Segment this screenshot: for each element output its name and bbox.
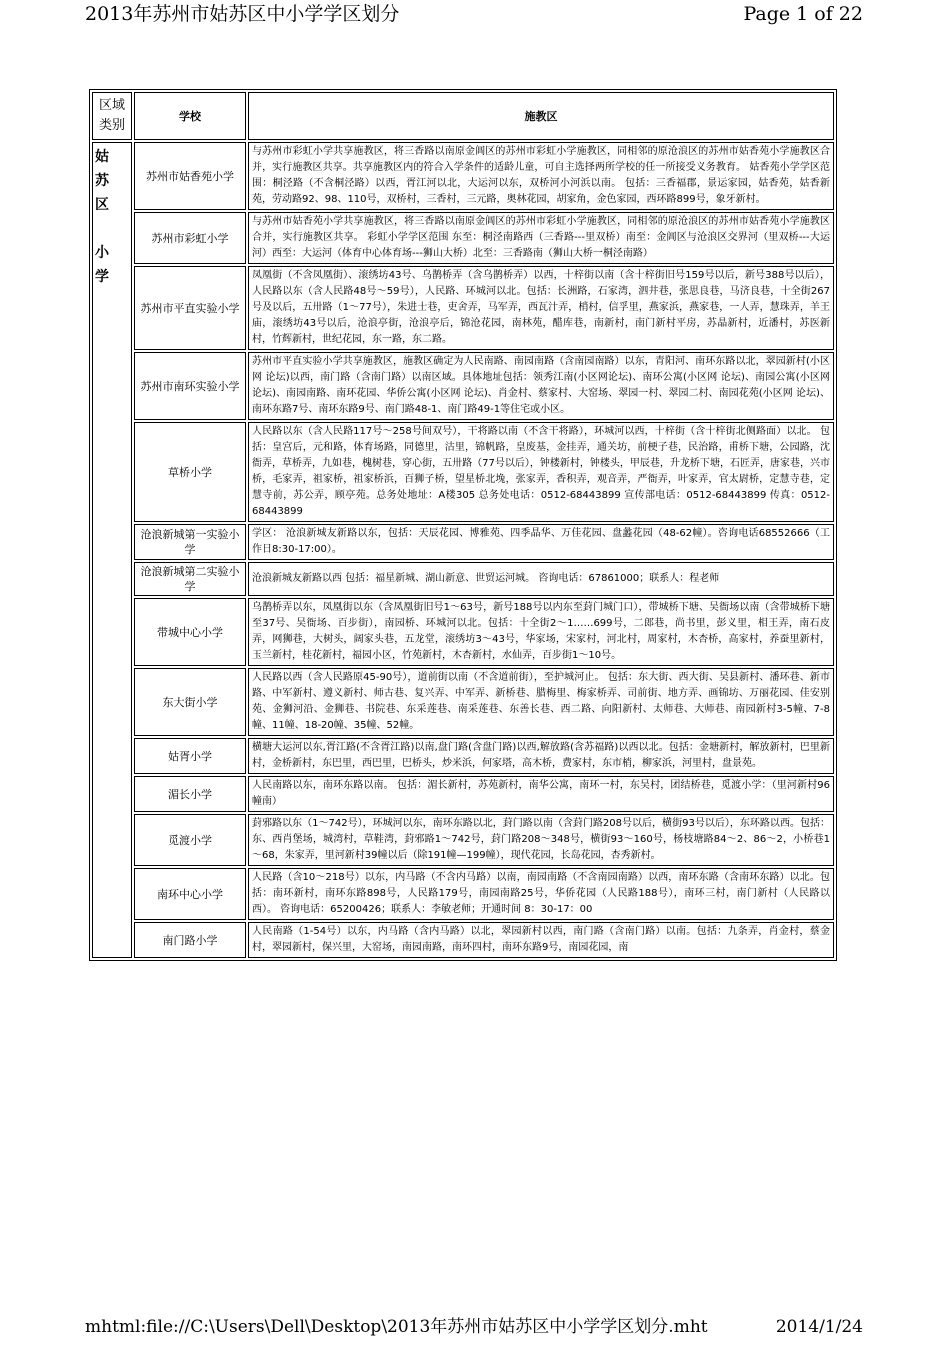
district-table-container bbox=[89, 89, 837, 1254]
header-area: 施教区 bbox=[248, 92, 834, 140]
district-area: 乌鹊桥弄以东，凤凰街以东（含凤凰街旧号1～63号，新号188号以内东至葑门城门口），带城桥下塘、吴衙场以南（含带城桥下塘至37号、吴衙场、百步街），南园桥、环城河以北。包括：十全街2～1……699号，二郎巷，尚书里，彭义里，相王弄，南石皮弄，网狮巷，大树头，阔家头巷，五龙堂，滚绣坊3～43号，华家场，宋家村，河北村，周家村，木杏桥，高家村，养蚕里新村，玉兰新村，桂花新村，福园小区，竹苑新村，木杏新村，水仙弄，百步街1～10号。 bbox=[248, 598, 834, 666]
school-name: 沧浪新城第二实验小学 bbox=[134, 562, 246, 596]
school-name: 南环中心小学 bbox=[134, 868, 246, 920]
district-area: 与苏州市姑香苑小学共享施教区，将三香路以南原金阊区的苏州市彩虹小学施教区，同相邻的原沧浪区的苏州市姑香苑小学施教区合并，实行施教区共享。 彩虹小学学区范围 东至：桐泾南路西（三香路---里双桥）南至：金阊区与沧浪区交界河（里双桥---大运河）西至：大运河（体育中心体育场---狮山大桥）北至：三香路南（狮山大桥一桐泾南路） bbox=[248, 212, 834, 264]
table-row bbox=[92, 922, 834, 958]
school-district-table bbox=[89, 89, 837, 961]
table-row bbox=[92, 266, 834, 350]
category-char: 小 bbox=[95, 245, 109, 261]
table-row bbox=[92, 668, 834, 736]
table-row bbox=[92, 776, 834, 812]
category-char bbox=[95, 217, 129, 241]
school-name: 湄长小学 bbox=[134, 776, 246, 812]
school-name: 苏州市彩虹小学 bbox=[134, 212, 246, 264]
category-char: 学 bbox=[95, 269, 109, 285]
header-category bbox=[92, 92, 132, 140]
header-school: 学校 bbox=[134, 92, 246, 140]
school-name: 草桥小学 bbox=[134, 422, 246, 522]
table-row bbox=[92, 738, 834, 774]
district-area: 人民路以东（含人民路117号～258号间双号），干将路以南（不含干将路），环城河以西，十梓街（含十梓街北侧路面）以北。 包括：皇宫后，元和路，体育场路，同德里，沽里，锦帆路，皇废基，金挂弄，通关坊，前梗子巷，民治路，甫桥下塘，公园路，沈衙弄，草桥弄，九如巷，槐树巷，穿心街，五卅路（77号以后），钟楼新村，钟楼头，甲辰巷，升龙桥下塘，石匠弄，唐家巷，兴市桥，毛家弄，祖家桥，祖家桥浜，百狮子桥，望星桥北堍，张家弄，香积弄，观音弄，严衙弄，叶家弄，官太尉桥，定慧寺巷，定慧寺前，苏公弄，顾亭苑。总务处地址：A楼305 总务处电话：0512-68443899 宣传部电话：0512-68443899 传真：0512-68443899 bbox=[248, 422, 834, 522]
table-header-row bbox=[92, 92, 834, 140]
district-area: 学区： 沧浪新城友新路以东，包括：天辰花园、博雅苑、四季晶华、万佳花园、盘蠡花园（48-62幢）。咨询电话68552666（工作日8:30-17:00）。 bbox=[248, 524, 834, 560]
school-name: 南门路小学 bbox=[134, 922, 246, 958]
table-row bbox=[92, 868, 834, 920]
school-name: 苏州市南环实验小学 bbox=[134, 352, 246, 420]
category-char: 苏 bbox=[95, 173, 109, 189]
district-area: 人民路（含10～218号）以东，内马路（不含内马路）以南，南园南路（不含南园南路）以西，南环东路（含南环东路）以北。包括：南环新村，南环东路898号，人民路179号，南园南路25号，华侨花园（人民路188号），南环三村，南门新村（人民路以西）。 咨询电话：65200426；联系人：李敏老师；开通时间 8：30-17：00 bbox=[248, 868, 834, 920]
table-row bbox=[92, 598, 834, 666]
school-name: 带城中心小学 bbox=[134, 598, 246, 666]
table-row bbox=[92, 142, 834, 210]
school-name: 觅渡小学 bbox=[134, 814, 246, 866]
district-area: 凤凰街（不含凤凰街）、滚绣坊43号、乌鹊桥弄（含乌鹊桥弄）以西，十梓街以南（含十梓街旧号159号以后，新号388号以后），人民路以东（含人民路48号～59号），人民路、环城河以北。包括：长洲路，石家湾，泗井巷，张思良巷，马济良巷，十全街267号及以后，五卅路（1～77号），朱进士巷，吏舍弄，马军弄，西瓦汁弄，梢村，信孚里，燕家浜，燕家巷，一人弄，慧珠弄，羊王庙，滚绣坊43号以后，沧浪亭街，沧浪亭后，锦沧花园，南林苑，醋库巷，南新村，南门新村平房，苏晶新村，近潘村，苏医新村，竹辉新村，世纪花园，东一路，东二路。 bbox=[248, 266, 834, 350]
footer-path: mhtml:file://C:\Users\Dell\Desktop\2013年苏州市姑苏区中小学学区划分.mht bbox=[85, 1317, 708, 1337]
category-char: 区 bbox=[95, 197, 109, 213]
table-row bbox=[92, 352, 834, 420]
district-area: 横塘大运河以东,胥江路(不含胥江路)以南,盘门路(含盘门路)以西,解放路(含苏福路)以西以北。包括：金塘新村，解放新村，巴里新村，金桥新村，东巴里，西巴里，巴桥头，炒米浜，何家塔，高木桥，费家村，东市梢，柳家浜，河里村，盘景苑。 bbox=[248, 738, 834, 774]
district-area: 葑邪路以东（1～742号），环城河以东，南环东路以北，葑门路以南（含葑门路208号以后，横街93号以后），东环路以西。包括：东、西肖堡场，城湾村，草鞋湾，葑邪路1～742号，葑门路208～348号，横街93～160号，杨枝塘路84～2、86～2，小桥巷1～68，朱家弄，里河新村39幢以后（除191幢—199幢），现代花园，长岛花园，杏秀新村。 bbox=[248, 814, 834, 866]
header-category-line2: 类别 bbox=[98, 118, 125, 133]
header-category-line1: 区域 bbox=[98, 98, 125, 113]
category-char: 姑 bbox=[95, 149, 109, 165]
district-area: 沧浪新城友新路以西 包括：福星新城、湖山新意、世贸运河城。 咨询电话：67861000；联系人：程老师 bbox=[248, 562, 834, 596]
district-area: 人民路以西（含人民路原45-90号），道前街以南（不含道前街），至护城河止。 包括：东大街、西大街、吴县新村、潘环巷、新市路、中军新村、遵义新村、师古巷、复兴弄、中军弄、新桥巷、腊梅里、梅家桥弄、司前街、地方弄、画锦坊、万丽花园、佳安别苑、金狮河沿、金狮巷、书院巷、东采莲巷、南采莲巷、东善长巷、西二路、向阳新村、太师巷、大师巷、南园新村3-5幢、7-8幢、11幢、18-20幢、35幢、52幢。 bbox=[248, 668, 834, 736]
table-row bbox=[92, 562, 834, 596]
school-name: 苏州市姑香苑小学 bbox=[134, 142, 246, 210]
district-area: 人民南路以东，南环东路以南。 包括：湄长新村，苏苑新村，南华公寓，南环一村，东吴村，团结桥巷，觅渡小学：（里河新村96幢南） bbox=[248, 776, 834, 812]
footer-date: 2014/1/24 bbox=[775, 1317, 863, 1337]
district-area: 人民南路（1-54号）以东，内马路（含内马路）以北，翠园新村以西，南门路（含南门路）以南。包括：九条弄，肖金村，蔡金村，翠园新村，保兴里，大窑场，南园南路，南环四村，南环东路9号，南园花园，南 bbox=[248, 922, 834, 958]
school-name: 苏州市平直实验小学 bbox=[134, 266, 246, 350]
district-area: 苏州市平直实验小学共享施教区，施教区确定为人民南路、南园南路（含南园南路）以东，青阳河、南环东路以北，翠园新村(小区网 论坛)以西，南门路（含南门路）以南区域。具体地址包括：领秀江南(小区网论坛)、南环公寓(小区网 论坛)、南园公寓(小区网 论坛)、南园南路、南环花园、华侨公寓(小区网 论坛)、肖金村、蔡家村、大窑场、翠园一村、翠园二村、南园花苑(小区网 论坛)、南环东路7号、南环东路9号、南门路48-1、南门路49-1等住宅或小区。 bbox=[248, 352, 834, 420]
school-name: 姑胥小学 bbox=[134, 738, 246, 774]
table-row bbox=[92, 422, 834, 522]
school-name: 沧浪新城第一实验小学 bbox=[134, 524, 246, 560]
table-row bbox=[92, 212, 834, 264]
category-cell bbox=[92, 142, 132, 958]
table-row bbox=[92, 814, 834, 866]
page-header-title: 2013年苏州市姑苏区中小学学区划分 bbox=[85, 3, 400, 25]
school-name: 东大街小学 bbox=[134, 668, 246, 736]
table-row bbox=[92, 524, 834, 560]
district-area: 与苏州市彩虹小学共享施教区，将三香路以南原金阊区的苏州市彩虹小学施教区，同相邻的原沧浪区的苏州市姑香苑小学施教区合并，实行施教区共享。共享施教区内的符合入学条件的适龄儿童，可自主选择两所学校的任一所接受义务教育。 姑香苑小学学区范围：桐泾路（不含桐泾路）以西，胥江河以北，大运河以东，双桥河小河浜以南。 包括：三香福郡，景运家园，姑香苑，姑香新苑，劳动路92、98、110号，双桥村，三香村，三元路，奥林花园，胡家角，金色家园，西环路899号，象牙新村。 bbox=[248, 142, 834, 210]
page-number: Page 1 of 22 bbox=[743, 3, 863, 25]
